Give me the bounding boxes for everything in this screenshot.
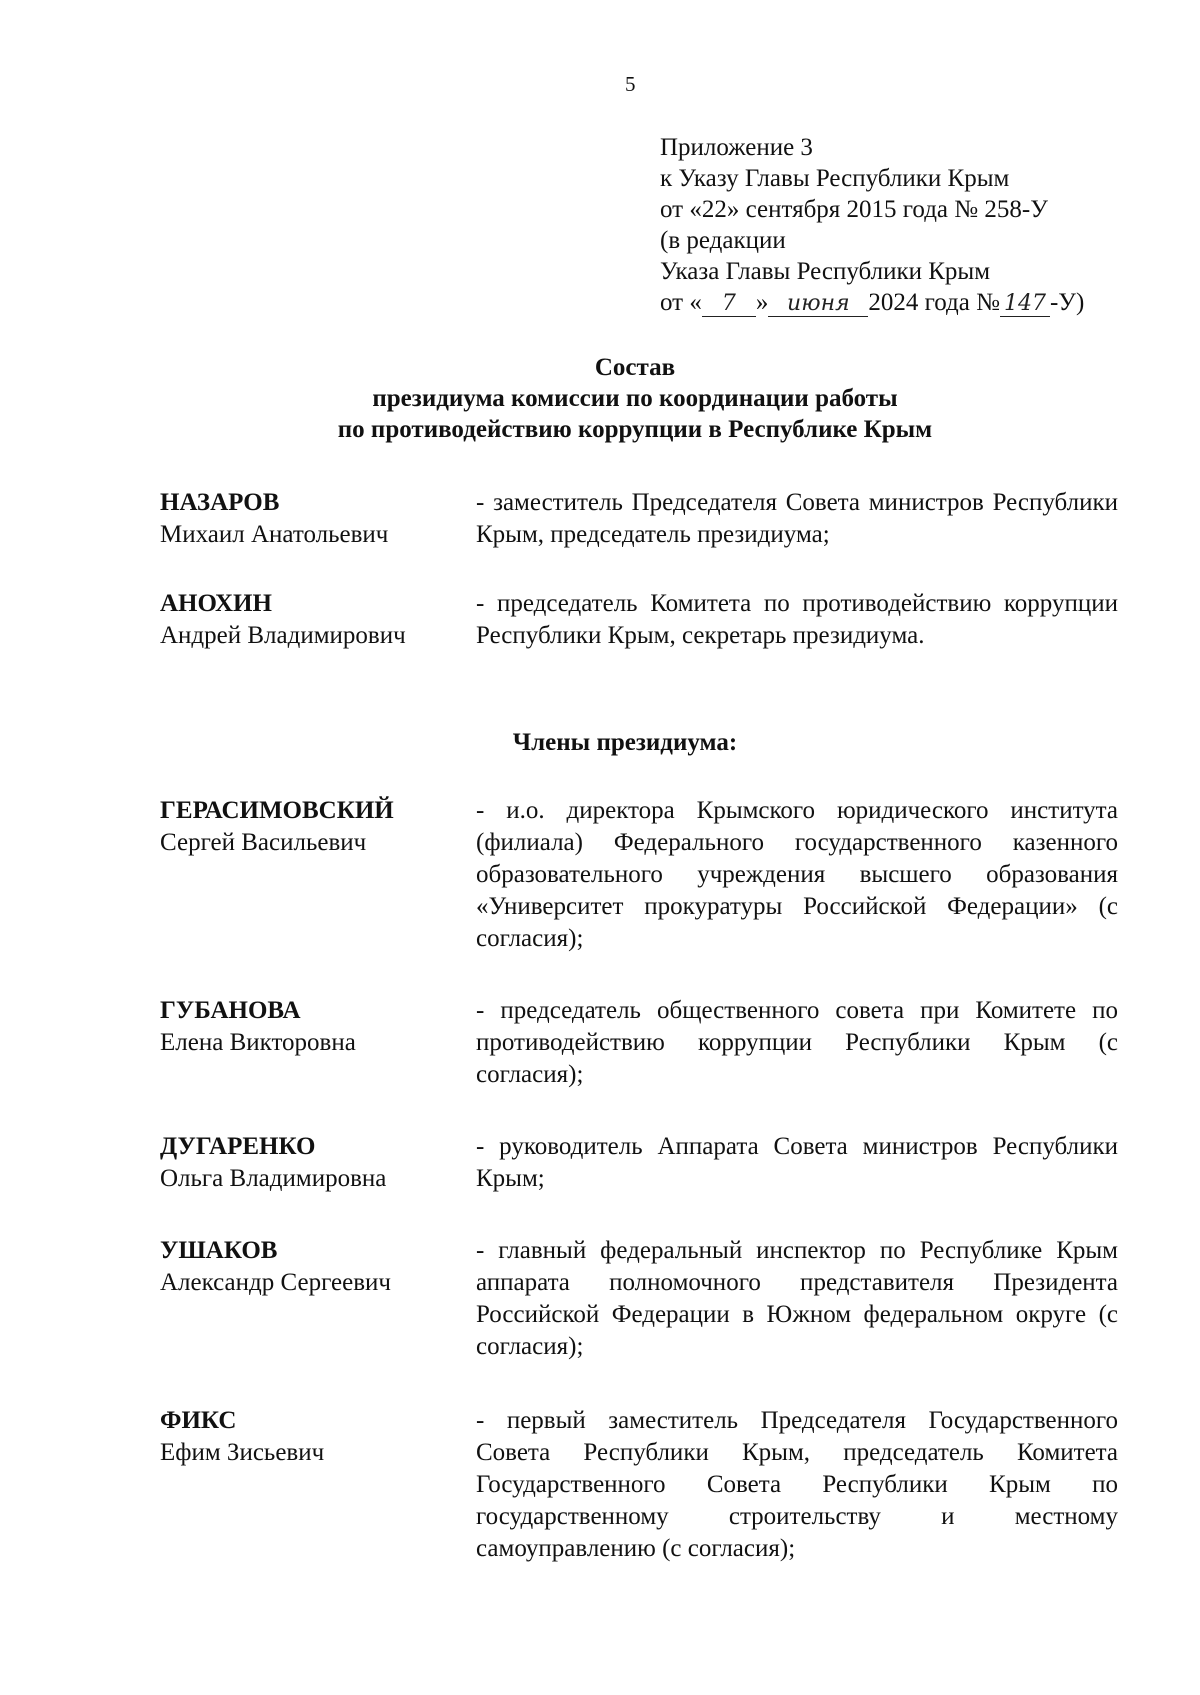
appendix-edition-note: (в редакции	[660, 227, 786, 254]
member-role: - главный федеральный инспектор по Республике Крым аппарата полномочного представителя Президента Российской Федерации в Южном федеральном округе (с согласия);	[476, 1237, 1118, 1360]
member-given-name: Александр Сергеевич	[160, 1269, 391, 1296]
appendix-amending-decree: Указа Главы Республики Крым	[660, 258, 991, 285]
members-section-title: Члены президиума:	[512, 729, 738, 756]
appendix-decree-date: от «22» сентября 2015 года № 258-У	[660, 196, 1048, 223]
member-given-name: Андрей Владимирович	[160, 622, 406, 649]
member-role: - заместитель Председателя Совета министров Республики Крым, председатель президиума;	[476, 489, 1118, 548]
member-surname: ГЕРАСИМОВСКИЙ	[160, 797, 394, 824]
appendix-block	[660, 132, 1084, 318]
member-surname: УШАКОВ	[160, 1237, 278, 1264]
member-name	[160, 487, 450, 551]
page-number: 5	[625, 72, 636, 96]
date-year: 2024 года №	[868, 289, 1000, 316]
member-surname: ДУГАРЕНКО	[160, 1133, 316, 1160]
handwritten-decree-number: 147	[1000, 292, 1050, 317]
member-name	[160, 795, 450, 859]
appendix-amending-date	[660, 287, 1084, 318]
member-given-name: Михаил Анатольевич	[160, 521, 389, 548]
handwritten-month: июня	[768, 292, 868, 317]
date-prefix: от «	[660, 289, 702, 316]
member-given-name: Сергей Васильевич	[160, 829, 367, 856]
member-surname: НАЗАРОВ	[160, 489, 280, 516]
date-suffix: -У)	[1049, 289, 1085, 316]
handwritten-day: 7	[702, 292, 756, 317]
member-role: - руководитель Аппарата Совета министров Республики Крым;	[476, 1133, 1118, 1192]
member-surname: ГУБАНОВА	[160, 997, 301, 1024]
member-role: - и.о. директора Крымского юридического института (филиала) Федерального государственного казенного образовательного учреждения высшего образования «Университет прокуратуры Российской Федерации» (с согласия);	[476, 797, 1118, 952]
member-name	[160, 1131, 450, 1195]
member-role: - первый заместитель Председателя Государственного Совета Республики Крым, председатель Комитета Государственного Совета Республики Крым по государственному строительству и местному самоуправлению (с согласия);	[476, 1407, 1118, 1562]
document-heading	[0, 352, 1200, 445]
member-role: - председатель общественного совета при Комитете по противодействию коррупции Республики Крым (с согласия);	[476, 997, 1118, 1088]
heading-title: Состав	[594, 354, 676, 381]
member-surname: ФИКС	[160, 1407, 237, 1434]
member-name	[160, 995, 450, 1059]
member-surname: АНОХИН	[160, 590, 272, 617]
member-role: - председатель Комитета по противодействию коррупции Республики Крым, секретарь президиума.	[476, 590, 1118, 649]
member-name	[160, 1405, 450, 1469]
member-given-name: Ефим Зисьевич	[160, 1439, 325, 1466]
date-quote-close: »	[755, 289, 769, 316]
appendix-title: Приложение 3	[660, 134, 813, 161]
heading-subtitle-2: по противодействию коррупции в Республике Крым	[337, 416, 933, 443]
heading-subtitle-1: президиума комиссии по координации работы	[372, 385, 898, 412]
member-given-name: Елена Викторовна	[160, 1029, 356, 1056]
member-name	[160, 1235, 450, 1299]
member-name	[160, 588, 450, 652]
appendix-decree-ref: к Указу Главы Республики Крым	[660, 165, 1010, 192]
member-given-name: Ольга Владимировна	[160, 1165, 387, 1192]
